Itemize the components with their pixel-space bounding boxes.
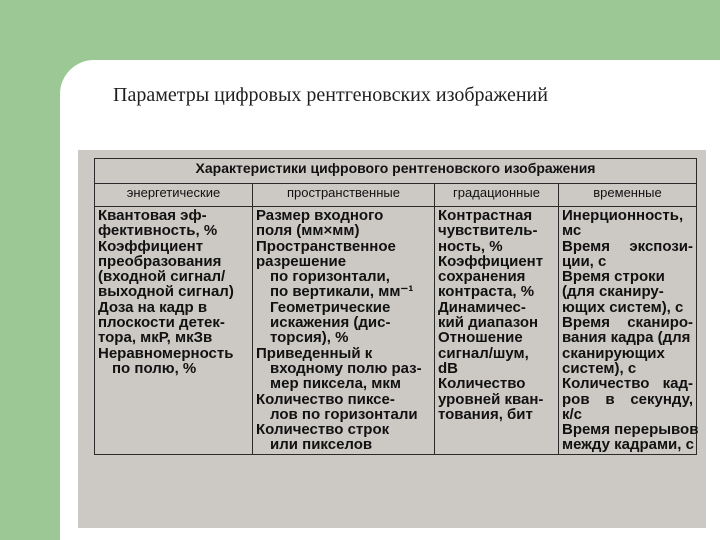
table-line: мер пиксела, мкм (270, 375, 401, 393)
table-line: искажения (дис- (270, 314, 391, 332)
table-line: Отношение (438, 329, 523, 347)
table-line: Количество пиксе- (256, 390, 395, 408)
column-header-spatial: пространственные (253, 184, 435, 207)
spatial-parameters-cell (253, 207, 435, 455)
table-line: (входной сигнал/ (98, 268, 226, 286)
table-line: по горизонтали, (270, 268, 390, 286)
table-line: Количество строк (256, 421, 390, 439)
table-line: Время сканиро- (562, 314, 694, 332)
table-line: по вертикали, мм⁻¹ (270, 283, 414, 301)
table-line: dB (438, 359, 458, 377)
energy-parameters-cell (95, 207, 253, 455)
table-line: тования, бит (438, 405, 533, 423)
table-line: контраста, % (438, 283, 535, 301)
table-line: Время перерывов (562, 421, 699, 439)
table-line: по полю, % (112, 359, 197, 377)
table-line: Геометрические (270, 298, 391, 316)
table-line: ров в секунду, (562, 390, 694, 408)
table-line: Контрастная (438, 207, 533, 224)
table-line: систем), с (562, 359, 637, 377)
table-line: тора, мкР, мкЗв (98, 329, 213, 347)
table-line: сигнал/шум, (438, 344, 529, 362)
column-header-gradation: градационные (435, 184, 559, 207)
table-line: Количество кад- (562, 375, 694, 393)
slide-title: Параметры цифровых рентгеновских изображений (113, 84, 548, 106)
scanned-table-image (78, 150, 706, 528)
table-line: или пикселов (270, 436, 373, 454)
table-line: мс (562, 222, 582, 240)
table-line: Пространственное (256, 237, 396, 255)
temporal-parameters-cell (559, 207, 697, 455)
table-line: (для сканиру- (562, 283, 664, 301)
parameters-table (94, 158, 697, 455)
table-line: уровней кван- (438, 390, 544, 408)
table-line: разрешение (256, 252, 347, 270)
table-line: ность, % (438, 237, 503, 255)
table-line: Время экспози- (562, 237, 694, 255)
table-line: кий диапазон (438, 314, 539, 332)
table-line: фективность, % (98, 222, 218, 240)
table-line: лов по горизонтали (270, 405, 418, 423)
column-header-temporal: временные (559, 184, 697, 207)
table-line: ющих систем), с (562, 298, 684, 316)
table-line: торсия), % (270, 329, 349, 347)
table-line: поля (мм×мм) (256, 222, 360, 240)
table-line: Инерционность, (562, 207, 684, 224)
table-line: Неравномерность (98, 344, 234, 362)
table-line: Размер входного (256, 207, 384, 224)
table-line: вания кадра (для (562, 329, 691, 347)
table-caption: Характеристики цифрового рентгеновского изображения (95, 159, 697, 184)
table-line: преобразования (98, 252, 222, 270)
table-line: чувствитель- (438, 222, 538, 240)
column-header-energy: энергетические (95, 184, 253, 207)
table-line: Количество (438, 375, 526, 393)
table-line: между кадрами, с (562, 436, 694, 454)
table-line: сканирующих (562, 344, 665, 362)
table-line: выходной сигнал) (98, 283, 234, 301)
table-line: Доза на кадр в (98, 298, 208, 316)
table-line: Динамичес- (438, 298, 526, 316)
gradation-parameters-cell (435, 207, 559, 455)
table-line: Квантовая эф- (98, 207, 207, 224)
table-line: входному полю раз- (270, 359, 422, 377)
table-line: к/с (562, 405, 583, 423)
table-line: Приведенный к (256, 344, 373, 362)
table-line: сохранения (438, 268, 526, 286)
table-line: плоскости детек- (98, 314, 225, 332)
table-line: ции, с (562, 252, 607, 270)
table-line: Время строки (562, 268, 665, 286)
table-line: Коэффициент (438, 252, 544, 270)
table-line: Коэффициент (98, 237, 204, 255)
